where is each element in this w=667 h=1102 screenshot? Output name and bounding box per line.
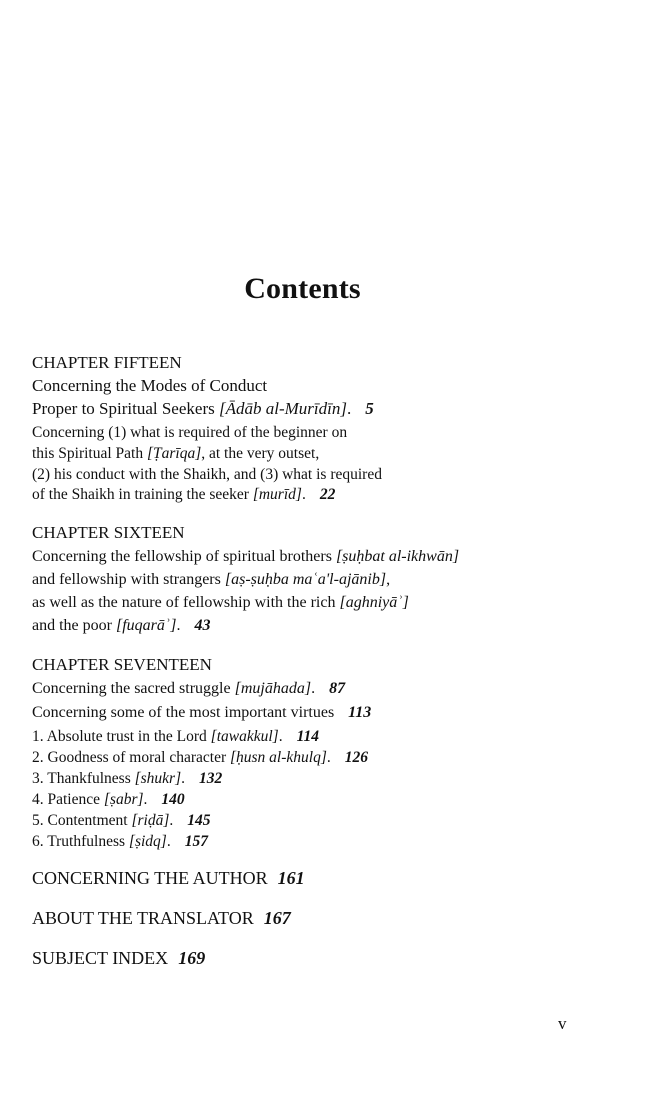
toc-entry-translator (32, 908, 291, 929)
toc-text: . (346, 399, 352, 418)
toc-text: . (169, 812, 174, 829)
transliterated-term: [Ādāb al-Murīdīn] (218, 399, 347, 418)
toc-line (32, 486, 335, 504)
toc-text: . (326, 749, 331, 766)
toc-line (32, 791, 185, 809)
toc-line (32, 812, 210, 830)
page-number: 5 (365, 399, 374, 418)
toc-text: Concerning the fellowship of spiritual brothers (32, 548, 336, 565)
toc-text: 3. Thankfulness (32, 770, 135, 787)
toc-line (32, 770, 222, 788)
toc-text: and the poor (32, 617, 116, 634)
toc-line (32, 833, 208, 851)
toc-text: and fellowship with strangers (32, 571, 225, 588)
toc-text: as well as the nature of fellowship with the rich (32, 594, 340, 611)
toc-text: (2) his conduct with the Shaikh, and (3) what is required (32, 466, 382, 483)
toc-text: 5. Contentment (32, 812, 132, 829)
toc-line (32, 680, 345, 698)
transliterated-term: [shukr] (134, 770, 182, 787)
toc-line (32, 424, 347, 442)
toc-text: of the Shaikh in training the seeker (32, 486, 253, 503)
transliterated-term: [fuqarāʾ] (115, 617, 177, 634)
transliterated-term: [mujāhada] (234, 680, 312, 697)
transliterated-term: [ṣuḥbat al-ikhwān] (335, 548, 460, 565)
page-number: 167 (263, 908, 291, 928)
page-number: 87 (329, 680, 346, 697)
page-number: 140 (161, 791, 185, 808)
toc-line (32, 728, 319, 746)
page-number: 132 (199, 770, 223, 787)
toc-text: . (301, 486, 306, 503)
transliterated-term: [Ṭarīqa] (146, 445, 202, 462)
toc-line (32, 617, 210, 635)
toc-text: . (181, 770, 185, 787)
toc-text: SUBJECT INDEX (32, 948, 169, 968)
folio-page-number: v (558, 1014, 567, 1033)
toc-text: , at the very outset, (201, 445, 320, 462)
transliterated-term: [tawakkul] (210, 728, 279, 745)
toc-text: this Spiritual Path (32, 445, 147, 462)
toc-text: Concerning the Modes of Conduct (32, 376, 268, 395)
page-number: 145 (187, 812, 211, 829)
transliterated-term: [aṣ-ṣuḥba maʿa'l-ajānib] (224, 571, 387, 588)
toc-text: Concerning (1) what is required of the beginner on (32, 424, 348, 441)
toc-entry-index (32, 948, 205, 969)
toc-text: Concerning the sacred struggle (32, 680, 235, 697)
toc-text: 1. Absolute trust in the Lord (32, 728, 211, 745)
toc-text: . (176, 617, 181, 634)
toc-line (32, 376, 267, 396)
chapter-heading: CHAPTER SEVENTEEN (32, 655, 212, 674)
chapter-heading: CHAPTER FIFTEEN (32, 353, 182, 372)
toc-text: . (166, 833, 171, 850)
toc-entry-author (32, 868, 305, 889)
transliterated-term: [ṣidq] (128, 833, 167, 850)
toc-text: , (386, 571, 391, 588)
toc-line (32, 466, 382, 484)
toc-text: ABOUT THE TRANSLATOR (32, 908, 254, 928)
chapter-heading: CHAPTER SIXTEEN (32, 523, 185, 542)
toc-text: CONCERNING THE AUTHOR (32, 868, 268, 888)
toc-text: Proper to Spiritual Seekers (32, 399, 219, 418)
page-number: 157 (184, 833, 208, 850)
toc-line (32, 749, 368, 767)
page-number: 113 (348, 704, 372, 721)
page-number: 114 (296, 728, 319, 745)
toc-text: . (143, 791, 148, 808)
transliterated-term: [ḥusn al-khulq] (229, 749, 327, 766)
transliterated-term: [murīd] (252, 486, 302, 503)
page-number: 126 (344, 749, 368, 766)
transliterated-term: [aghniyāʾ] (339, 594, 409, 611)
toc-line (32, 594, 409, 612)
page-title: Contents (244, 272, 361, 305)
toc-line (32, 445, 319, 463)
page-number: 22 (319, 486, 336, 503)
page-number: 161 (277, 868, 305, 888)
toc-line (32, 571, 390, 589)
toc-line (32, 704, 371, 722)
toc-text: 6. Truthfulness (32, 833, 129, 850)
toc-text: . (278, 728, 283, 745)
toc-line (32, 399, 374, 419)
toc-text: 4. Patience (32, 791, 104, 808)
transliterated-term: [ṣabr] (103, 791, 144, 808)
transliterated-term: [riḍā] (131, 812, 170, 829)
toc-text: . (311, 680, 316, 697)
toc-text: Concerning some of the most important virtues (32, 704, 335, 721)
toc-line (32, 548, 459, 566)
page-number: 169 (178, 948, 206, 968)
page-number: 43 (194, 617, 211, 634)
toc-text: 2. Goodness of moral character (32, 749, 230, 766)
